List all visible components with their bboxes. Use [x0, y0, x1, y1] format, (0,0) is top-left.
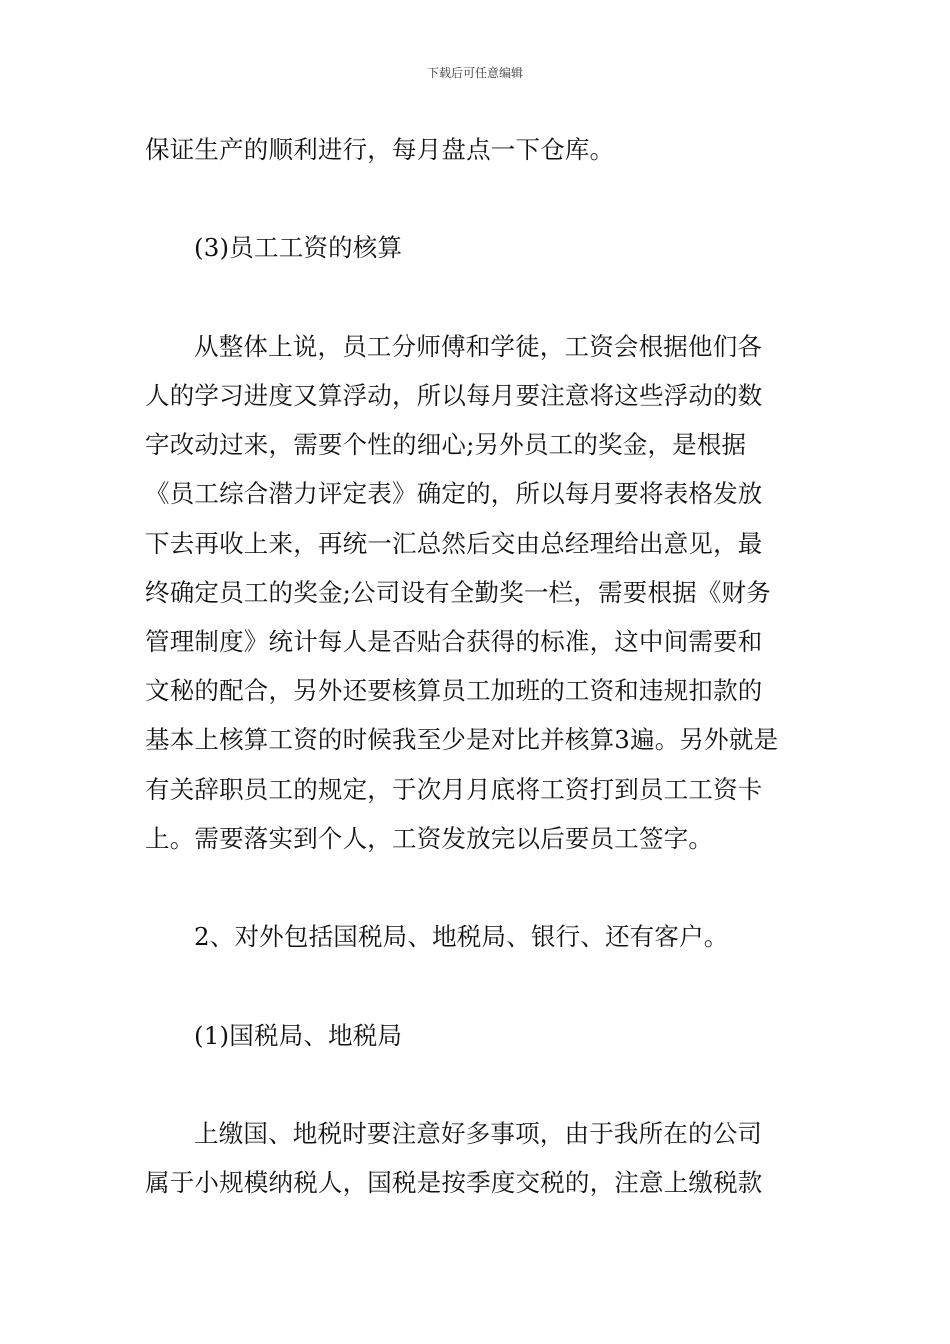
paragraph-gap: [145, 961, 810, 1010]
paragraph-gap: [145, 1060, 810, 1109]
text-line: 基本上核算工资的时候我至少是对比并核算3遍。另外就是: [145, 725, 779, 755]
text-line: 上。需要落实到个人，工资发放完以后要员工签字。: [145, 823, 714, 853]
text-line: 有关辞职员工的规定，于次月月底将工资打到员工工资卡: [145, 774, 763, 804]
text-line: 文秘的配合，另外还要核算员工加班的工资和违规扣款的: [145, 676, 763, 706]
section-heading: (1)国税局、地税局: [194, 1020, 403, 1050]
paragraph-gap: [145, 273, 810, 322]
heading-tax-bureaus: [145, 1011, 810, 1060]
section-heading: 2、对外包括国税局、地税局、银行、还有客户。: [194, 922, 729, 952]
text-line: 属于小规模纳税人，国税是按季度交税的，注意上缴税款: [145, 1168, 763, 1198]
paragraph-warehouse: [145, 125, 810, 174]
section-heading: (3)员工工资的核算: [194, 233, 403, 263]
paragraph-salary-details: [145, 322, 810, 863]
text-line: 人的学习进度又算浮动，所以每月要注意将这些浮动的数: [145, 380, 763, 410]
paragraph-gap: [145, 174, 810, 223]
text-line: 《员工综合潜力评定表》确定的，所以每月要将表格发放: [145, 479, 763, 509]
document-body: [145, 125, 810, 1207]
text-line: 管理制度》统计每人是否贴合获得的标准，这中间需要和: [145, 627, 763, 656]
paragraph-gap: [145, 863, 810, 912]
text-line: 终确定员工的奖金;公司设有全勤奖一栏，需要根据《财务: [145, 577, 771, 607]
header-text: 下载后可任意编辑: [426, 66, 523, 80]
text-line: 上缴国、地税时要注意好多事项，由于我所在的公司: [194, 1118, 763, 1148]
paragraph-tax-payment: [145, 1109, 810, 1207]
text-line: 字改动过来，需要个性的细心;另外员工的奖金，是根据: [145, 430, 747, 460]
heading-external: [145, 912, 810, 961]
heading-salary-accounting: [145, 223, 810, 272]
page-header: [0, 65, 950, 81]
text-line: 下去再收上来，再统一汇总然后交由总经理给出意见，最: [145, 528, 763, 558]
text-line: 保证生产的顺利进行，每月盘点一下仓库。: [145, 135, 615, 164]
text-line: 从整体上说，员工分师傅和学徒，工资会根据他们各: [194, 331, 763, 361]
